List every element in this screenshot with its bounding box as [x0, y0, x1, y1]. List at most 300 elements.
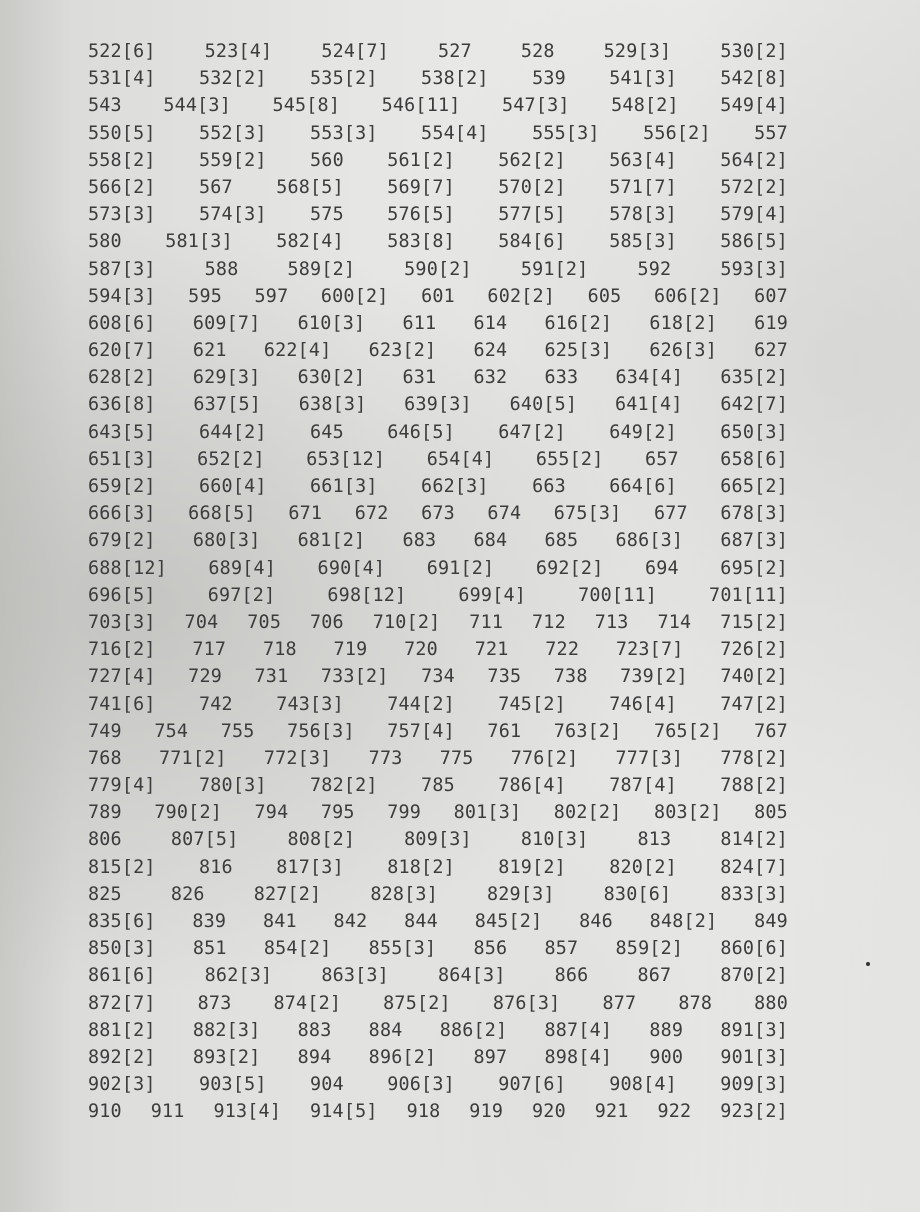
index-entry: 723[7] — [615, 639, 684, 661]
index-entry: 845[2] — [474, 911, 543, 932]
index-entry: 717 — [192, 639, 227, 661]
index-entry: 782[2] — [310, 775, 378, 797]
index-entry: 563[4] — [609, 149, 677, 171]
index-entry: 816 — [199, 856, 233, 878]
index-entry: 585[3] — [609, 231, 677, 253]
index-entry: 809[3] — [404, 829, 472, 851]
index-entry: 630[2] — [297, 367, 366, 389]
index-entry: 541[3] — [609, 68, 677, 90]
index-entry: 921 — [594, 1101, 629, 1123]
index-line — [88, 962, 788, 989]
index-entry: 802[2] — [553, 802, 622, 824]
index-entry: 625[3] — [544, 340, 613, 362]
index-entry: 920 — [532, 1101, 566, 1123]
index-entry: 663 — [532, 476, 566, 497]
index-entry: 866 — [554, 965, 589, 987]
index-entry: 875[2] — [383, 992, 451, 1014]
index-line — [88, 283, 788, 310]
index-entry: 573[3] — [88, 204, 156, 226]
index-line — [88, 419, 788, 446]
index-entry: 546[11] — [381, 95, 461, 117]
index-entry: 523[4] — [204, 41, 273, 62]
index-entry: 851 — [192, 938, 227, 960]
index-entry: 714 — [657, 611, 692, 633]
index-entry: 542[8] — [720, 68, 788, 90]
index-line — [88, 854, 788, 881]
index-entry: 623[2] — [368, 340, 437, 362]
index-entry: 738 — [553, 666, 588, 688]
index-entry: 741[6] — [88, 693, 156, 715]
index-entry: 592 — [637, 258, 672, 280]
index-entry: 690[4] — [317, 557, 386, 579]
index-entry: 593[3] — [720, 258, 788, 280]
index-entry: 842 — [333, 911, 368, 932]
index-entry: 571[7] — [609, 176, 677, 198]
page-number-index — [88, 38, 788, 1126]
index-entry: 579[4] — [720, 204, 788, 226]
index-entry: 767 — [754, 720, 788, 742]
index-entry: 581[3] — [165, 231, 233, 253]
index-entry: 746[4] — [609, 693, 677, 715]
index-entry: 564[2] — [720, 149, 788, 171]
index-entry: 586[5] — [720, 231, 788, 253]
index-entry: 706 — [310, 611, 344, 633]
index-entry: 870[2] — [720, 965, 788, 987]
index-entry: 611 — [402, 312, 437, 334]
index-entry: 778[2] — [720, 747, 788, 769]
index-entry: 576[5] — [387, 204, 455, 226]
index-entry: 578[3] — [609, 204, 677, 226]
index-entry: 729 — [188, 666, 222, 688]
index-entry: 757[4] — [387, 720, 455, 742]
index-line — [88, 555, 788, 582]
index-entry: 805 — [754, 802, 788, 824]
index-entry: 684 — [473, 530, 508, 552]
index-entry: 529[3] — [603, 41, 672, 62]
index-entry: 559[2] — [199, 149, 267, 171]
index-entry: 807[5] — [170, 829, 239, 851]
index-entry: 695[2] — [720, 557, 788, 579]
index-entry: 839 — [192, 911, 227, 932]
index-entry: 689[4] — [208, 557, 277, 579]
index-entry: 880 — [754, 992, 788, 1014]
index-line — [88, 718, 788, 745]
index-entry: 878 — [678, 992, 713, 1014]
index-entry: 910 — [88, 1101, 122, 1123]
index-entry: 779[4] — [88, 775, 156, 797]
index-entry: 749 — [88, 720, 122, 742]
index-entry: 621 — [192, 340, 227, 362]
index-entry: 687[3] — [720, 530, 788, 552]
index-entry: 535[2] — [310, 68, 378, 90]
index-entry: 893[2] — [192, 1046, 261, 1068]
index-entry: 833[3] — [720, 883, 788, 905]
index-entry: 903[5] — [199, 1074, 267, 1096]
index-entry: 722 — [545, 639, 580, 661]
index-entry: 716[2] — [88, 639, 156, 661]
index-line — [88, 908, 788, 935]
index-entry: 904 — [310, 1074, 344, 1096]
index-entry: 711 — [469, 611, 504, 633]
index-entry: 743[3] — [276, 693, 344, 715]
index-entry: 633 — [544, 367, 579, 389]
index-entry: 657 — [644, 448, 679, 470]
index-entry: 568[5] — [276, 176, 344, 198]
index-entry: 874[2] — [273, 992, 342, 1014]
index-line — [88, 446, 788, 473]
index-line — [88, 500, 788, 527]
index-entry: 608[6] — [88, 312, 156, 334]
index-entry: 849 — [754, 911, 788, 932]
index-entry: 906[3] — [387, 1074, 455, 1096]
index-entry: 701[11] — [709, 584, 788, 606]
index-entry: 744[2] — [387, 693, 455, 715]
index-entry: 627 — [754, 340, 788, 362]
index-entry: 794 — [254, 802, 289, 824]
index-entry: 864[3] — [437, 965, 506, 987]
index-entry: 678[3] — [720, 503, 788, 525]
index-entry: 532[2] — [199, 68, 267, 90]
index-entry: 672 — [354, 503, 389, 525]
index-entry: 645 — [310, 421, 344, 443]
index-entry: 829[3] — [487, 883, 555, 905]
index-entry: 745[2] — [498, 693, 566, 715]
index-entry: 591[2] — [520, 258, 589, 280]
index-entry: 671 — [288, 503, 323, 525]
index-entry: 828[3] — [370, 883, 438, 905]
index-entry: 610[3] — [297, 312, 366, 334]
index-entry: 626[3] — [649, 340, 717, 362]
index-entry: 731 — [254, 666, 289, 688]
index-entry: 704 — [184, 611, 219, 633]
index-entry: 562[2] — [498, 149, 566, 171]
index-entry: 799 — [387, 802, 422, 824]
index-entry: 768 — [88, 747, 122, 769]
index-entry: 908[4] — [609, 1074, 677, 1096]
index-entry: 680[3] — [192, 530, 261, 552]
index-entry: 539 — [532, 68, 566, 90]
index-entry: 694 — [644, 557, 679, 579]
index-entry: 545[8] — [272, 95, 341, 117]
index-line — [88, 663, 788, 690]
index-line — [88, 201, 788, 228]
index-line — [88, 364, 788, 391]
index-entry: 720 — [404, 639, 438, 661]
index-entry: 857 — [544, 938, 579, 960]
index-entry: 619 — [754, 312, 788, 334]
index-entry: 742 — [199, 693, 233, 715]
index-entry: 789 — [88, 802, 122, 824]
index-entry: 896[2] — [368, 1046, 437, 1068]
index-entry: 580 — [88, 231, 122, 253]
index-entry: 810[3] — [520, 829, 589, 851]
index-entry: 696[5] — [88, 584, 156, 606]
index-line — [88, 391, 788, 418]
index-entry: 819[2] — [498, 856, 566, 878]
index-entry: 692[2] — [535, 557, 604, 579]
index-entry: 620[7] — [88, 340, 156, 362]
index-entry: 590[2] — [404, 258, 472, 280]
index-entry: 882[3] — [192, 1019, 261, 1041]
index-entry: 553[3] — [310, 122, 378, 144]
index-entry: 644[2] — [199, 421, 267, 443]
index-entry: 867 — [637, 965, 672, 987]
index-entry: 727[4] — [88, 666, 156, 688]
index-entry: 691[2] — [426, 557, 495, 579]
index-entry: 647[2] — [498, 421, 566, 443]
index-entry: 653[12] — [306, 448, 386, 470]
index-entry: 713 — [594, 611, 629, 633]
index-entry: 761 — [487, 720, 522, 742]
index-entry: 658[6] — [720, 448, 788, 470]
index-entry: 555[3] — [532, 122, 600, 144]
index-entry: 776[2] — [510, 747, 579, 769]
index-line — [88, 38, 788, 65]
index-entry: 668[5] — [188, 503, 256, 525]
index-entry: 835[6] — [88, 911, 156, 932]
index-entry: 650[3] — [720, 421, 788, 443]
index-entry: 710[2] — [372, 611, 441, 633]
index-line — [88, 636, 788, 663]
index-entry: 900 — [649, 1046, 684, 1068]
index-line — [88, 609, 788, 636]
index-line — [88, 935, 788, 962]
index-entry: 602[2] — [487, 285, 556, 307]
index-entry: 862[3] — [204, 965, 273, 987]
index-line — [88, 527, 788, 554]
index-entry: 638[3] — [298, 394, 367, 416]
index-entry: 675[3] — [553, 503, 622, 525]
index-entry: 923[2] — [720, 1101, 788, 1123]
index-entry: 803[2] — [653, 802, 722, 824]
index-entry: 572[2] — [720, 176, 788, 198]
index-entry: 756[3] — [287, 720, 355, 742]
index-line — [88, 337, 788, 364]
index-entry: 560 — [310, 149, 344, 171]
index-entry: 700[11] — [578, 584, 657, 606]
index-entry: 641[4] — [614, 394, 683, 416]
index-entry: 747[2] — [720, 693, 788, 715]
index-entry: 876[3] — [492, 992, 561, 1014]
index-entry: 639[3] — [404, 394, 472, 416]
index-entry: 614 — [473, 312, 508, 334]
index-entry: 577[5] — [498, 204, 566, 226]
index-entry: 733[2] — [320, 666, 389, 688]
index-entry: 643[5] — [88, 421, 156, 443]
index-entry: 530[2] — [720, 41, 788, 62]
index-entry: 524[7] — [321, 41, 389, 62]
index-entry: 677 — [653, 503, 688, 525]
index-entry: 589[2] — [287, 258, 356, 280]
index-entry: 914[5] — [310, 1101, 378, 1123]
index-entry: 566[2] — [88, 176, 156, 198]
index-entry: 889 — [649, 1019, 684, 1041]
index-entry: 679[2] — [88, 530, 156, 552]
index-entry: 582[4] — [276, 231, 344, 253]
index-entry: 824[7] — [720, 856, 788, 878]
index-entry: 588 — [204, 258, 239, 280]
index-entry: 594[3] — [88, 285, 156, 307]
index-entry: 681[2] — [297, 530, 366, 552]
index-entry: 913[4] — [213, 1101, 282, 1123]
index-entry: 544[3] — [163, 95, 231, 117]
index-entry: 609[7] — [192, 312, 261, 334]
index-entry: 527 — [437, 41, 472, 62]
index-entry: 844 — [404, 911, 438, 932]
index-line — [88, 120, 788, 147]
index-entry: 697[2] — [207, 584, 276, 606]
index-entry: 654[4] — [426, 448, 495, 470]
index-entry: 795 — [320, 802, 355, 824]
index-entry: 918 — [406, 1101, 441, 1123]
index-entry: 574[3] — [199, 204, 267, 226]
index-entry: 631 — [402, 367, 437, 389]
index-entry: 907[6] — [498, 1074, 566, 1096]
index-entry: 841 — [262, 911, 297, 932]
index-entry: 891[3] — [720, 1019, 788, 1041]
index-entry: 777[3] — [615, 747, 684, 769]
index-entry: 808[2] — [287, 829, 356, 851]
index-entry: 605 — [587, 285, 622, 307]
index-entry: 634[4] — [615, 367, 684, 389]
index-entry: 755 — [220, 720, 255, 742]
index-entry: 655[2] — [535, 448, 604, 470]
index-line — [88, 582, 788, 609]
index-entry: 636[8] — [88, 394, 156, 416]
index-entry: 552[3] — [199, 122, 267, 144]
index-entry: 685 — [544, 530, 579, 552]
index-entry: 780[3] — [199, 775, 267, 797]
index-entry: 528 — [520, 41, 555, 62]
index-entry: 642[7] — [720, 394, 788, 416]
index-entry: 786[4] — [498, 775, 566, 797]
index-entry: 887[4] — [544, 1019, 613, 1041]
index-entry: 726[2] — [720, 639, 788, 661]
index-entry: 735 — [487, 666, 522, 688]
index-entry: 673 — [421, 503, 455, 525]
index-line — [88, 745, 788, 772]
index-entry: 721 — [474, 639, 509, 661]
index-line — [88, 691, 788, 718]
index-entry: 550[5] — [88, 122, 156, 144]
index-entry: 872[7] — [88, 992, 156, 1014]
index-entry: 830[6] — [603, 883, 672, 905]
index-entry: 616[2] — [544, 312, 613, 334]
index-entry: 659[2] — [88, 476, 156, 497]
index-entry: 846 — [579, 911, 613, 932]
index-entry: 635[2] — [720, 367, 788, 389]
index-entry: 628[2] — [88, 367, 156, 389]
index-line — [88, 1071, 788, 1098]
ink-speck — [866, 962, 870, 966]
index-entry: 740[2] — [720, 666, 788, 688]
index-entry: 607 — [754, 285, 788, 307]
index-entry: 863[3] — [321, 965, 389, 987]
index-entry: 624 — [473, 340, 508, 362]
index-entry: 666[3] — [88, 503, 156, 525]
index-entry: 827[2] — [253, 883, 322, 905]
index-entry: 901[3] — [720, 1046, 788, 1068]
index-entry: 583[8] — [387, 231, 455, 253]
index-entry: 674 — [487, 503, 522, 525]
index-entry: 877 — [602, 992, 637, 1014]
index-line — [88, 799, 788, 826]
index-entry: 622[4] — [263, 340, 332, 362]
index-line — [88, 92, 788, 119]
index-entry: 892[2] — [88, 1046, 156, 1068]
index-entry: 554[4] — [421, 122, 489, 144]
index-entry: 547[3] — [502, 95, 570, 117]
index-line — [88, 310, 788, 337]
index-entry: 712 — [532, 611, 566, 633]
index-entry: 884 — [368, 1019, 403, 1041]
index-entry: 567 — [199, 176, 233, 198]
index-entry: 883 — [297, 1019, 332, 1041]
index-entry: 718 — [262, 639, 297, 661]
index-entry: 754 — [154, 720, 189, 742]
index-entry: 570[2] — [498, 176, 566, 198]
index-entry: 664[6] — [609, 476, 677, 497]
index-entry: 597 — [254, 285, 289, 307]
index-entry: 820[2] — [609, 856, 677, 878]
index-entry: 575 — [310, 204, 344, 226]
index-entry: 739[2] — [620, 666, 688, 688]
index-entry: 773 — [368, 747, 403, 769]
index-entry: 881[2] — [88, 1019, 156, 1041]
index-entry: 861[6] — [88, 965, 156, 987]
index-entry: 531[4] — [88, 68, 156, 90]
index-entry: 825 — [88, 883, 122, 905]
index-entry: 632 — [473, 367, 508, 389]
index-entry: 549[4] — [720, 95, 788, 117]
index-entry: 763[2] — [553, 720, 622, 742]
index-entry: 665[2] — [720, 476, 788, 497]
index-entry: 561[2] — [387, 149, 455, 171]
index-entry: 698[12] — [327, 584, 407, 606]
index-line — [88, 1098, 788, 1125]
index-entry: 640[5] — [509, 394, 578, 416]
index-entry: 817[3] — [276, 856, 344, 878]
index-entry: 637[5] — [193, 394, 262, 416]
index-entry: 587[3] — [88, 258, 156, 280]
index-entry: 814[2] — [720, 829, 788, 851]
index-entry: 771[2] — [159, 747, 227, 769]
index-line — [88, 881, 788, 908]
index-entry: 787[4] — [609, 775, 677, 797]
index-entry: 629[3] — [192, 367, 261, 389]
index-entry: 801[3] — [453, 802, 522, 824]
index-entry: 919 — [469, 1101, 504, 1123]
index-line — [88, 1044, 788, 1071]
index-entry: 911 — [150, 1101, 185, 1123]
index-entry: 734 — [421, 666, 455, 688]
index-line — [88, 1017, 788, 1044]
index-entry: 595 — [188, 285, 222, 307]
index-entry: 660[4] — [199, 476, 267, 497]
index-entry: 902[3] — [88, 1074, 156, 1096]
index-entry: 652[2] — [197, 448, 265, 470]
index-entry: 556[2] — [643, 122, 711, 144]
index-entry: 813 — [637, 829, 672, 851]
index-line — [88, 772, 788, 799]
index-entry: 806 — [88, 829, 122, 851]
index-entry: 873 — [197, 992, 232, 1014]
index-entry: 683 — [402, 530, 437, 552]
index-entry: 765[2] — [653, 720, 722, 742]
index-entry: 775 — [439, 747, 474, 769]
index-entry: 785 — [421, 775, 455, 797]
index-entry: 688[12] — [88, 557, 167, 579]
